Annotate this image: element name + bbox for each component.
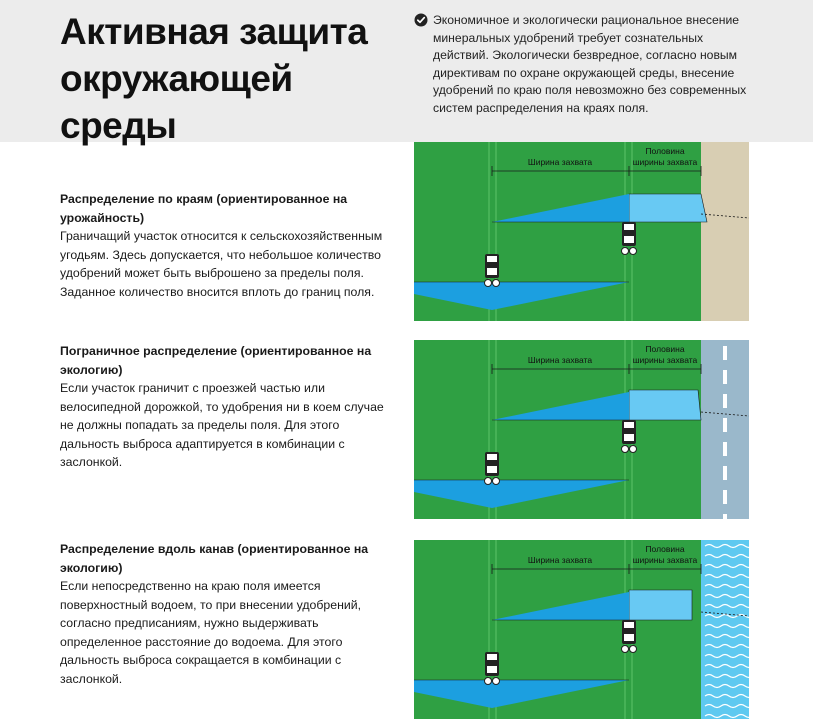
edge-spread-pattern [629,194,707,222]
half-width-label-line-2: ширины захвата [632,157,698,167]
width-label: Ширина захвата [527,555,593,565]
diagram-canvas [414,540,749,719]
road-marking [723,490,727,504]
section-border-spreading [60,342,395,472]
road-marking [723,346,727,360]
section-heading: Распределение по краям (ориентированное на урожайность) [60,192,348,225]
half-width-label-line-1: Половина [645,146,685,156]
diagram-edge-spreading [414,142,749,321]
section-body: Если участок граничит с проезжей частью или велосипедной дорожкой, то удобрения ни в коем случае не должны попадать за пределы поля. Для этого дальность выброса адаптируется в комбинации с заслонкой. [60,381,384,469]
checkmark-circle-icon [414,13,428,27]
page-title [60,8,410,149]
header-band [0,0,813,146]
half-width-label-line-1: Половина [645,544,685,554]
intro-text: Экономичное и экологически рациональное внесение минеральных удобрений требует сознательных действий. Экологически безвредное, согласно новым директивам по охране окружающей среды, внесение удобрений по краю поля невозможно без современных систем распределения на краях поля. [433,13,747,115]
diagram-ditch-spreading [414,540,749,719]
half-width-label-line-2: ширины захвата [632,355,698,365]
road-marking [723,394,727,408]
section-body: Если непосредственно на краю поля имеется поверхностный водоем, то при внесении удобрений, согласно предписаниям, нужно выдерживать определенное расстояние до водоема. Для этого дальность выброса сокращается в комбинации с заслонкой. [60,579,362,686]
intro-paragraph [433,12,755,118]
water-body [701,540,749,719]
diagram-border-spreading [414,340,749,519]
section-body: Граничащий участок относится к сельскохозяйственным угодьям. Здесь допускается, что небольшое количество удобрений может быть выброшено за пределы поля. Заданное количество вносится вплоть до границ поля. [60,229,383,299]
half-width-label-line-1: Половина [645,344,685,354]
neighbour-field [701,142,749,321]
half-width-label-line-2: ширины захвата [632,555,698,565]
road-marking [723,442,727,456]
road-marking [723,514,727,519]
section-ditch-spreading [60,540,395,688]
road-marking [723,466,727,480]
edge-spread-pattern [629,390,701,420]
section-heading: Распределение вдоль канав (ориентированное на экологию) [60,542,369,575]
width-label: Ширина захвата [527,355,593,365]
section-edge-spreading [60,190,395,301]
diagram-canvas [414,340,749,519]
edge-spread-pattern [629,590,692,620]
width-label: Ширина захвата [527,157,593,167]
road-marking [723,370,727,384]
page-title-line-2: окружающей среды [60,58,293,146]
road-marking [723,418,727,432]
diagram-canvas [414,142,749,321]
page-title-line-1: Активная защита [60,11,368,52]
section-heading: Пограничное распределение (ориентированное на экологию) [60,344,372,377]
